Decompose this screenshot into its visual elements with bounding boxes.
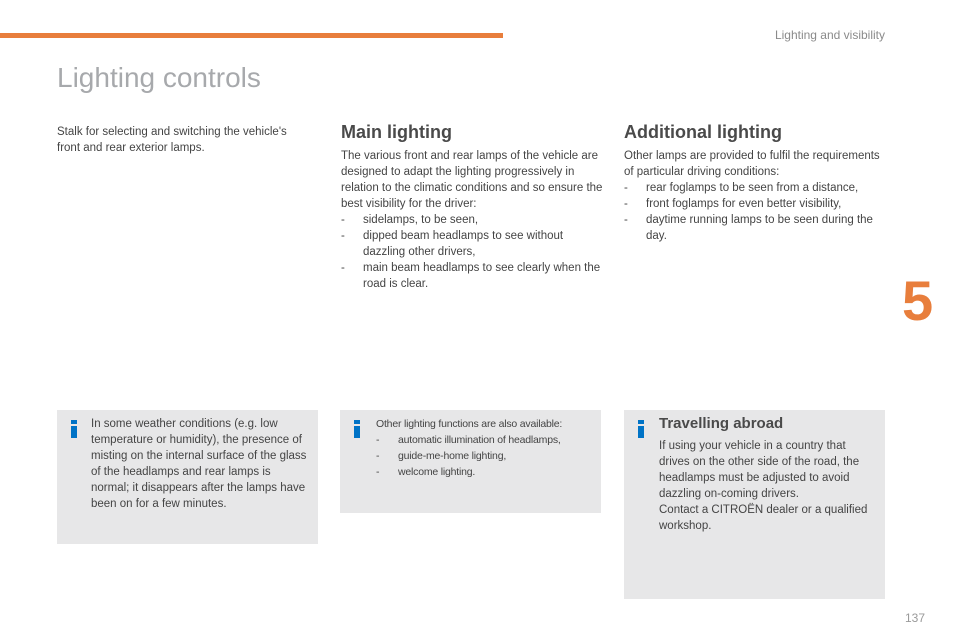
humidity-note-text: In some weather conditions (e.g. low temperature or humidity), the presence of misting on the internal surface of the glass of the headlamps and rear lamps is normal; it disappears after the lamps have been on for a few minutes. bbox=[91, 418, 307, 510]
travelling-abroad-text: If using your vehicle in a country that drives on the other side of the road, the headlamps must be adjusted to avoid dazzling on-coming drivers. bbox=[659, 440, 860, 500]
list-item: - guide-me-home lighting, bbox=[376, 448, 596, 464]
main-lighting-heading: Main lighting bbox=[341, 122, 452, 142]
main-lighting-list bbox=[341, 212, 603, 292]
list-item: - sidelamps, to be seen, bbox=[341, 212, 603, 228]
additional-lighting-column bbox=[624, 124, 882, 244]
main-lighting-column bbox=[341, 124, 603, 292]
list-item: - automatic illumination of headlamps, bbox=[376, 432, 596, 448]
intro-text: Stalk for selecting and switching the vehicle's front and rear exterior lamps. bbox=[57, 126, 287, 154]
list-item: - dipped beam headlamps to see without dazzling other drivers, bbox=[341, 228, 603, 260]
page-number: 137 bbox=[904, 611, 925, 625]
list-item: - front foglamps for even better visibility, bbox=[624, 196, 882, 212]
header-accent-bar bbox=[0, 33, 503, 38]
other-functions-list bbox=[376, 432, 596, 480]
list-item: - rear foglamps to be seen from a distance, bbox=[624, 180, 882, 196]
info-icon bbox=[353, 420, 361, 438]
list-item: - daytime running lamps to be seen during the day. bbox=[624, 212, 882, 244]
intro-column bbox=[57, 124, 312, 156]
list-item: - main beam headlamps to see clearly when the road is clear. bbox=[341, 260, 603, 292]
info-box-humidity bbox=[57, 410, 318, 544]
info-icon bbox=[70, 420, 78, 438]
section-header: Lighting and visibility bbox=[774, 28, 885, 42]
info-box-other-functions bbox=[340, 410, 601, 513]
travelling-abroad-heading: Travelling abroad bbox=[659, 415, 784, 432]
info-box-travelling-abroad bbox=[624, 410, 885, 599]
travelling-abroad-contact: Contact a CITROËN dealer or a qualified workshop. bbox=[659, 504, 868, 532]
additional-lighting-heading: Additional lighting bbox=[624, 122, 782, 142]
list-item: - welcome lighting. bbox=[376, 464, 596, 480]
additional-lighting-list bbox=[624, 180, 882, 244]
other-functions-text: Other lighting functions are also available: bbox=[376, 418, 563, 430]
additional-lighting-body: Other lamps are provided to fulfil the requirements of particular driving conditions: bbox=[624, 150, 880, 178]
main-lighting-body: The various front and rear lamps of the vehicle are designed to adapt the lighting progressively in relation to the climatic conditions and so ensure the best visibility for the driver: bbox=[341, 150, 603, 210]
info-icon bbox=[637, 420, 645, 438]
chapter-number: 5 bbox=[902, 269, 934, 332]
page-title: Lighting controls bbox=[57, 62, 261, 93]
